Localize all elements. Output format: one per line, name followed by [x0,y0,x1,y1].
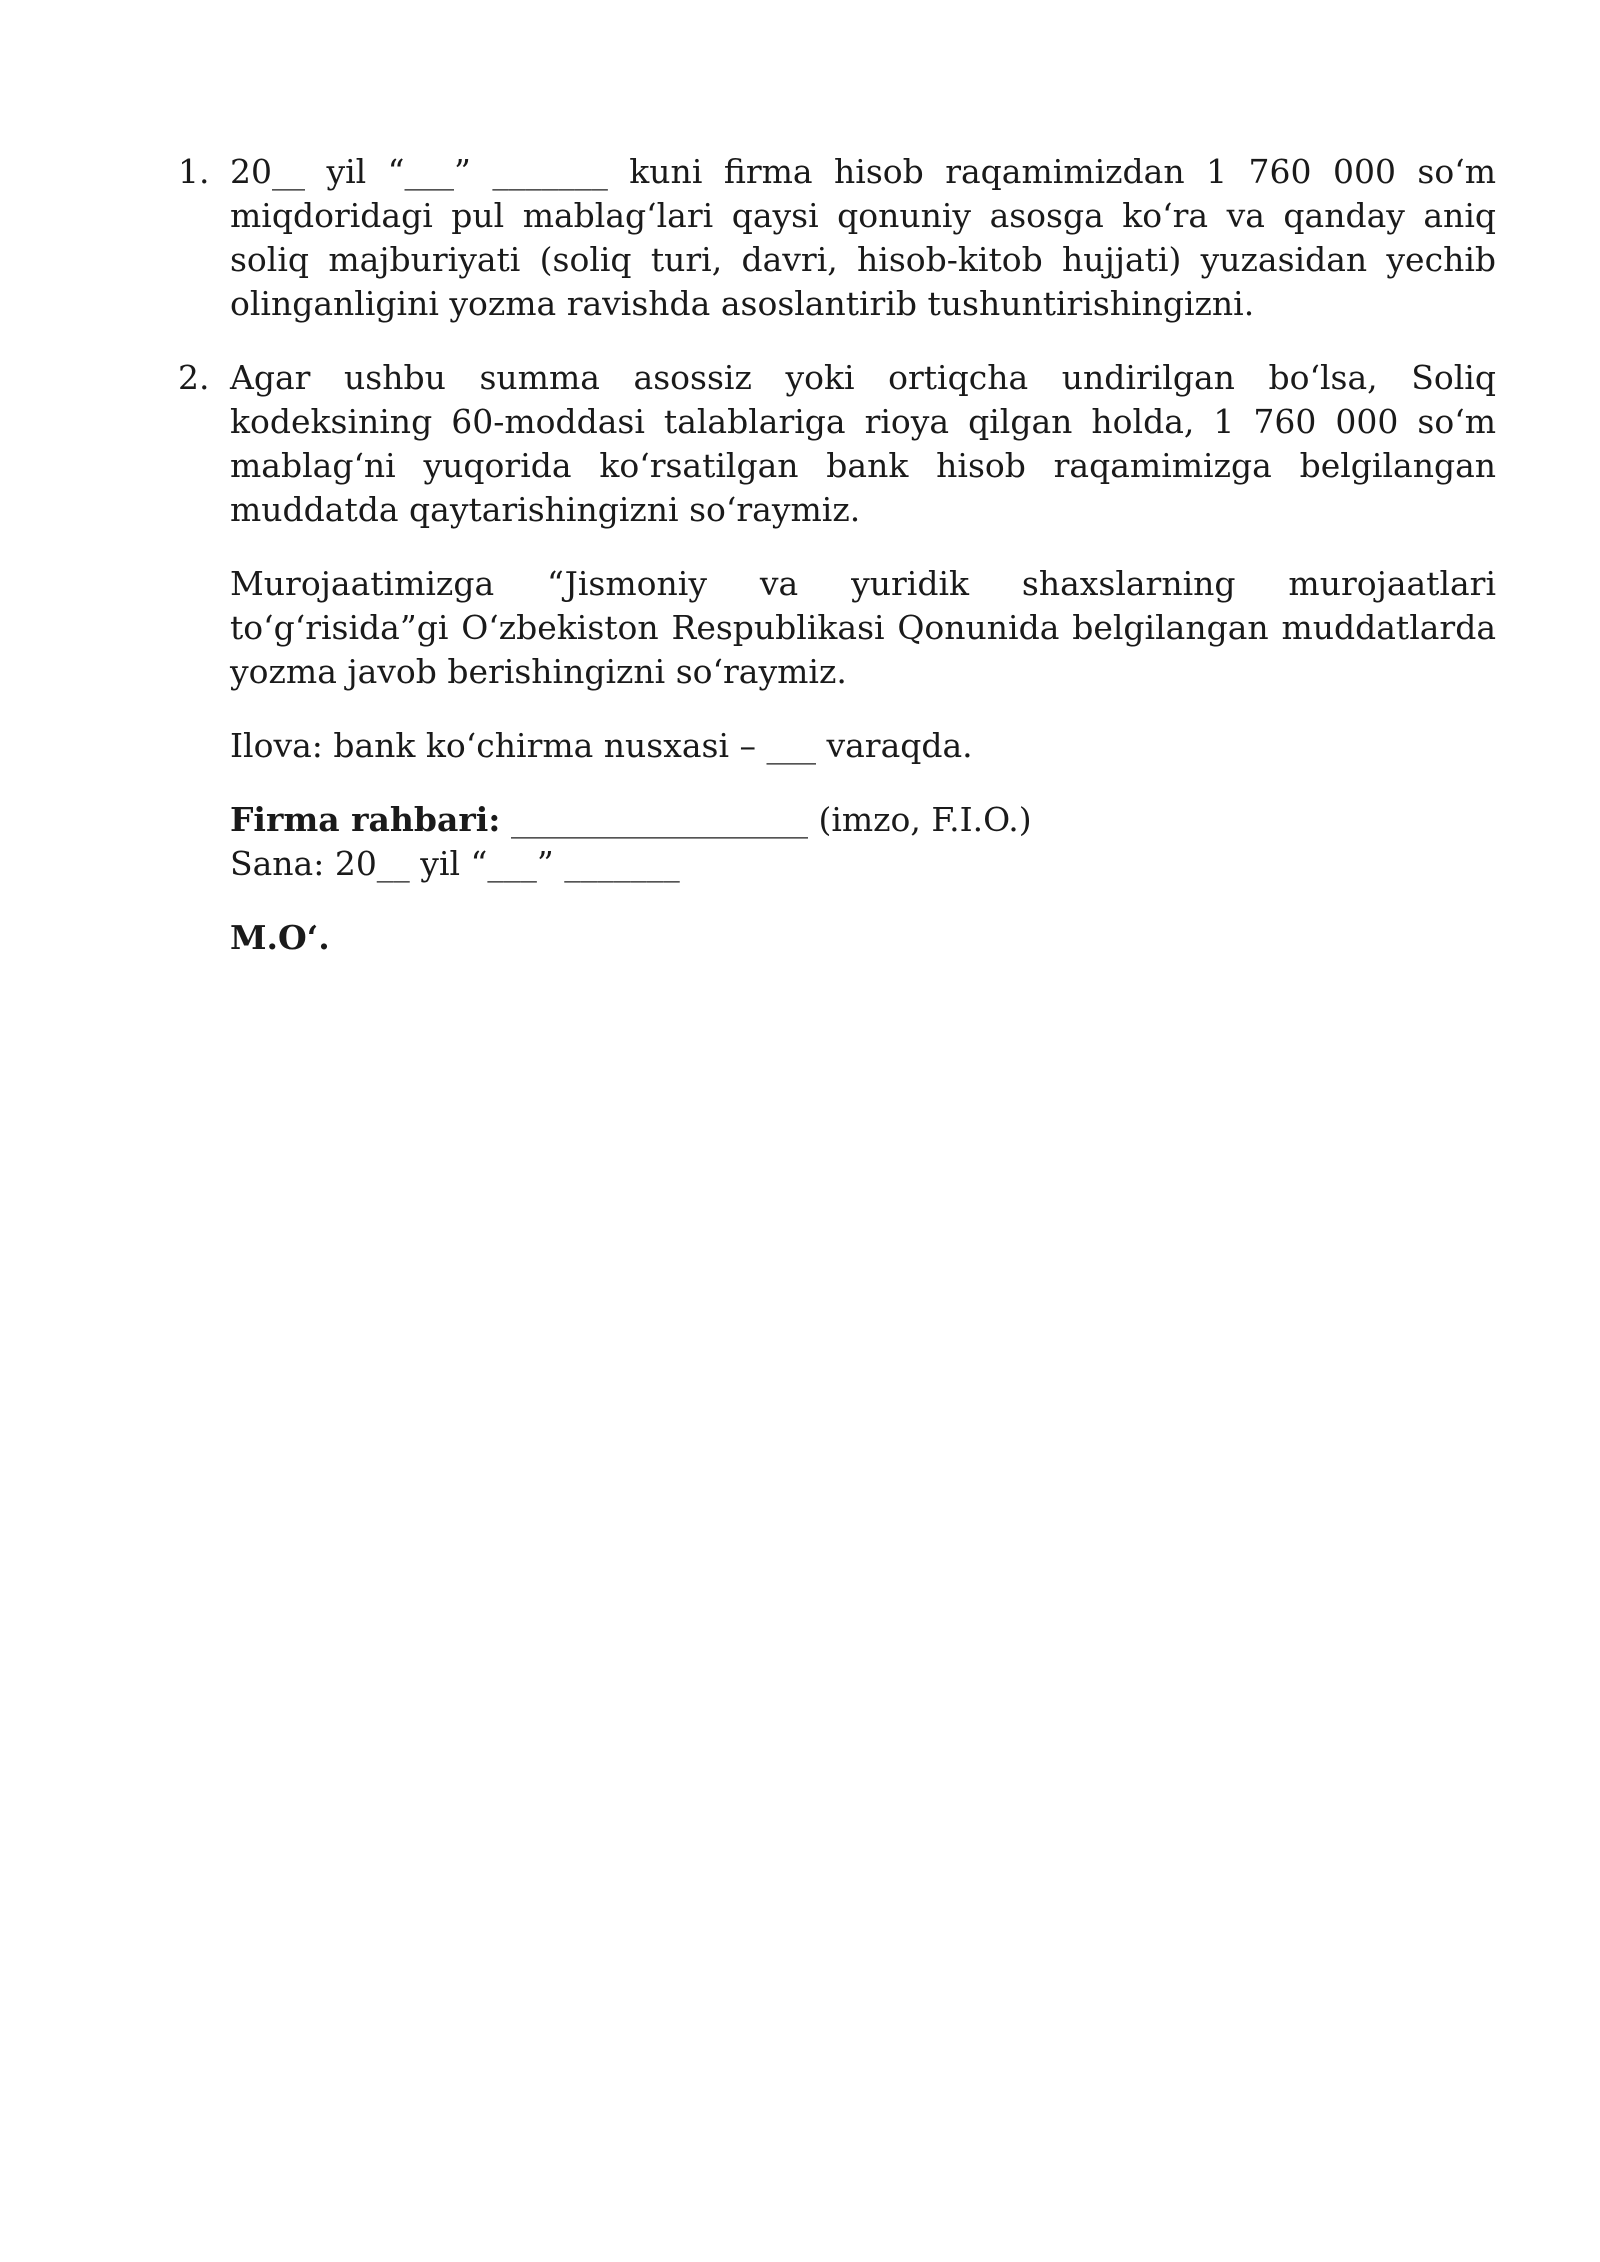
signature-row [230,798,1496,842]
request-paragraph: Murojaatimizga “Jismoniy va yuridik shaxslarning murojaatlari to‘g‘risida”gi O‘zbekiston Respublikasi Qonunida belgilangan muddatlarda yozma javob berishingizni so‘raymiz. [230,564,1496,691]
list-item-text: 20__ yil “___” _______ kuni firma hisob raqamimizdan 1 760 000 so‘m miqdoridagi pul mablag‘lari qaysi qonuniy asosga ko‘ra va qanday aniq soliq majburiyati (soliq turi, davri, hisob-kitob hujjati) yuzasidan yechib olinganligini yozma ravishda asoslantirib tushuntirishingizni. [230,152,1496,323]
list-item-2 [178,356,1496,532]
stamp-place: M.O‘. [230,918,330,957]
date-line: Sana: 20__ yil “___” _______ [230,844,680,883]
signature-label: Firma rahbari: [230,800,501,839]
list-number: 2. [178,358,210,397]
document-page [178,150,1496,990]
list-number: 1. [178,152,210,191]
attachment-line: Ilova: bank ko‘chirma nusxasi – ___ varaqda. [230,726,973,765]
signature-line: __________________ (imzo, F.I.O.) [500,800,1032,839]
list-item-1 [178,150,1496,326]
signature-block [230,798,1496,886]
list-item-text: Agar ushbu summa asossiz yoki ortiqcha undirilgan bo‘lsa, Soliq kodeksining 60-moddasi talablariga rioya qilgan holda, 1 760 000 so‘m mablag‘ni yuqorida ko‘rsatilgan bank hisob raqamimizga belgilangan muddatda qaytarishingizni so‘raymiz. [230,358,1496,529]
